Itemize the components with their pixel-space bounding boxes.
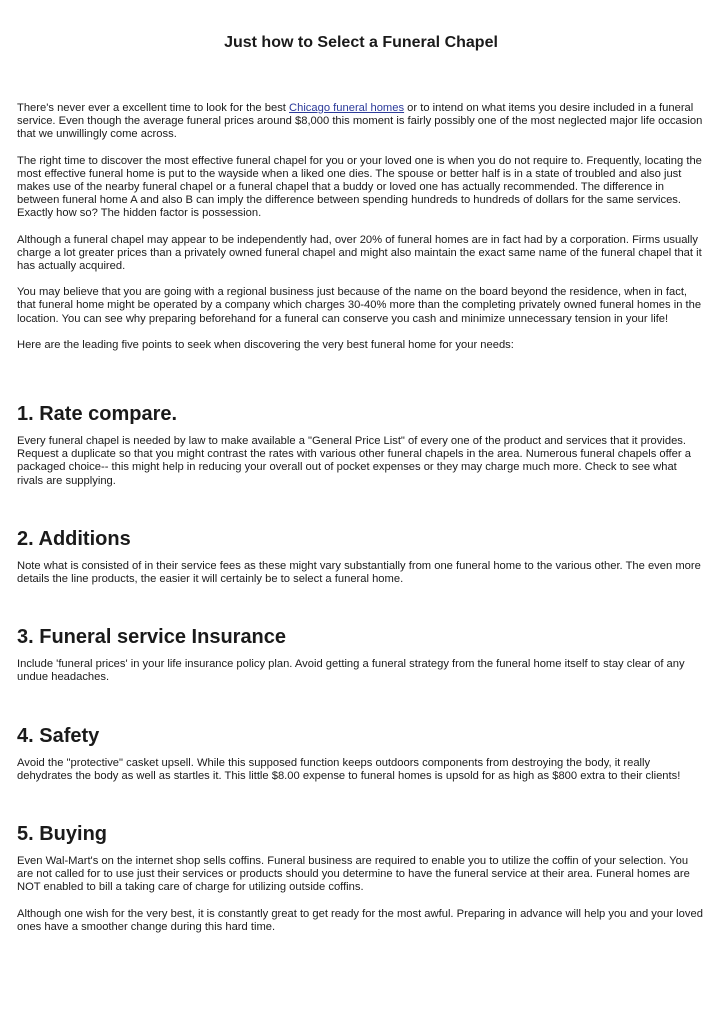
intro-paragraph-5: Here are the leading five points to seek when discovering the very best funeral home for your needs: <box>17 338 514 351</box>
section-paragraph: Include 'funeral prices' in your life insurance policy plan. Avoid getting a funeral strategy from the funeral home itself to stay clear of any undue headaches. <box>17 658 685 684</box>
document-page <box>17 0 705 934</box>
section-additions <box>17 527 705 586</box>
section-paragraph: Note what is consisted of in their service fees as these might vary substantially from one funeral home to the various other. The even more details the line products, the easier it will certainly be to select a funeral home. <box>17 559 701 586</box>
section-heading-buying: 5. Buying <box>17 823 108 846</box>
section-buying <box>17 822 705 934</box>
section-heading-funeral-service-insurance: 3. Funeral service Insurance <box>17 626 287 649</box>
intro-paragraph-3: Although a funeral chapel may appear to be independently had, over 20% of funeral homes are in fact had by a corporation. Firms usually charge a lot greater prices than a privately owned funeral chapel and might also maintain the exact same name of the funeral chapel that it has actually acquired. <box>17 233 702 273</box>
section-paragraph: Although one wish for the very best, it is constantly great to get ready for the most awful. Preparing in advance will help you and your loved ones have a smoother change during this hard time. <box>17 907 703 933</box>
section-rate-compare <box>17 402 705 488</box>
section-funeral-service-insurance <box>17 625 705 684</box>
intro-paragraph-4: You may believe that you are going with a regional business just because of the name on the board beyond the residence, when in fact, that funeral home might be operated by a company which charges 30-40% more than the completing privately owned funeral homes in the location. You can see why preparing beforehand for a funeral can conserve you cash and minimize unnecessary tension in your life! <box>17 286 702 325</box>
document-title: Just how to Select a Funeral Chapel <box>224 34 498 51</box>
section-paragraph: Avoid the "protective" casket upsell. While this supposed function keeps outdoors components from destroying the body, it really dehydrates the body as well as startles it. This little $8.00 expense to funeral homes is upsold for as high as $800 extra to their clients! <box>17 756 681 782</box>
chicago-funeral-homes-link[interactable]: Chicago funeral homes <box>289 102 405 114</box>
intro-paragraph-2: The right time to discover the most effective funeral chapel for you or your loved one is when you do not require to. Frequently, locating the most effective funeral home is put to the wayside when a liked one dies. The spouse or better half is in a state of troubled and also just makes use of the nearby funeral chapel or a funeral chapel that a buddy or loved one has actually recommended. The difference in between funeral home A and also B can imply the difference between spending hundreds to hundreds of dollars for the same services. Exactly how so? The hidden factor is possession. <box>17 154 702 220</box>
section-heading-safety: 4. Safety <box>17 724 100 747</box>
section-heading-rate-compare: 1. Rate compare. <box>17 403 178 426</box>
section-paragraph: Even Wal-Mart's on the internet shop sells coffins. Funeral business are required to enable you to utilize the coffin of your selection. You are not called for to use just their services or products should you determine to have the funeral service at their area. Funeral homes are NOT enabled to bill a taking care of charge for utilizing outside coffins. <box>17 855 690 894</box>
section-heading-additions: 2. Additions <box>17 527 131 550</box>
intro-paragraph-1-text-after: or to intend on what items you desire included in a funeral service. Even though the average funeral prices around $8,000 this moment is fairly possibly one of the most neglected major life occasion that we unwillingly come across. <box>17 102 703 141</box>
section-safety <box>17 724 705 783</box>
intro-paragraph-1 <box>17 102 705 142</box>
section-paragraph: Every funeral chapel is needed by law to make available a "General Price List" of every one of the product and services that it provides. Request a duplicate so that you might contrast the rates with various other funeral chapels in the area. Numerous funeral chapels offer a packaged choice-- this might help in reducing your overall out of pocket expenses or they may charge much more. Check to see what rivals are supplying. <box>17 435 691 487</box>
intro-paragraph-1-text-before: There's never ever a excellent time to look for the best <box>17 102 290 114</box>
